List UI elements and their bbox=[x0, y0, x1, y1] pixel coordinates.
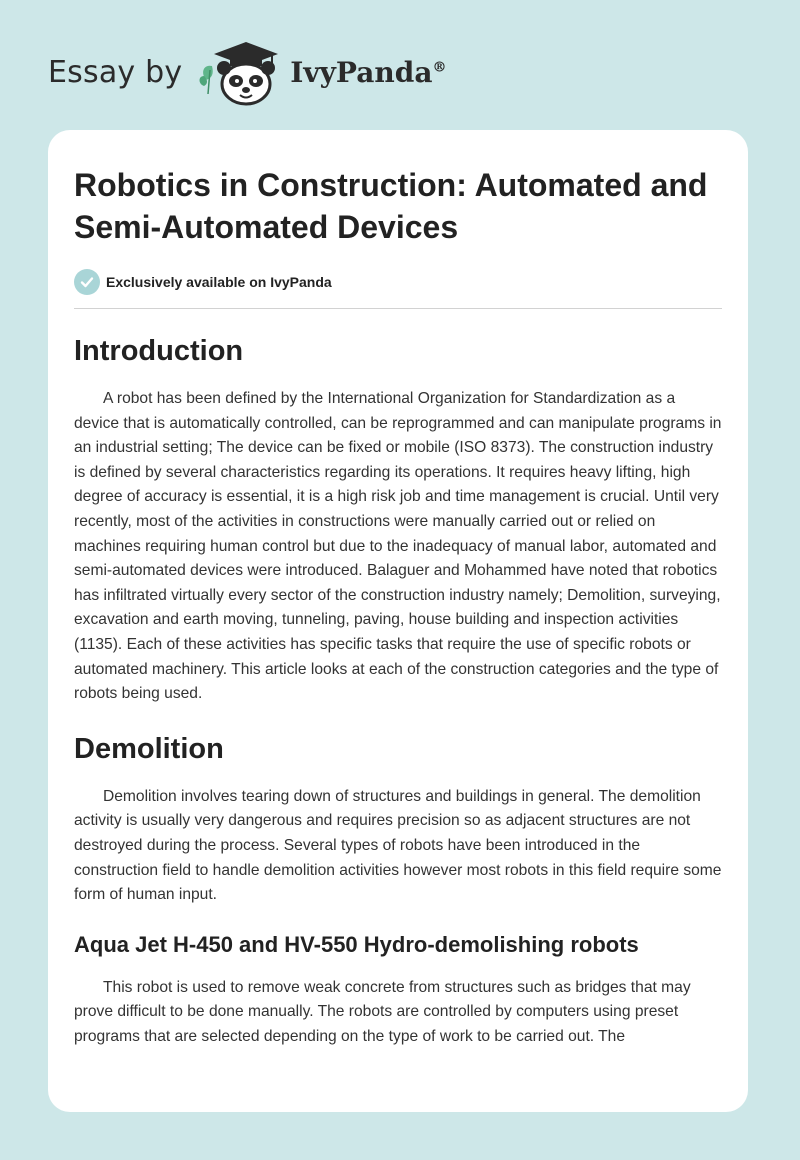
site-header bbox=[48, 36, 548, 108]
section-paragraph-demolition: Demolition involves tearing down of structures and buildings in general. The demolition activity is usually very dangerous and requires precision so as adjacent structures are not destroyed during the process. Several types of robots have been introduced in the construction field to handle demolition activities however most robots in this field require some form of human input. bbox=[74, 787, 722, 904]
essay-title: Robotics in Construction: Automated and Semi-Automated Devices bbox=[74, 167, 708, 245]
ivypanda-logo-icon[interactable] bbox=[194, 36, 286, 108]
subsection-heading-aqua-jet: Aqua Jet H-450 and HV-550 Hydro-demolishing robots bbox=[74, 931, 639, 957]
essay-card bbox=[48, 130, 748, 1112]
exclusive-label: Exclusively available on IvyPanda bbox=[106, 274, 332, 290]
essay-by-label: Essay by bbox=[48, 54, 183, 90]
brand-name[interactable] bbox=[290, 56, 446, 89]
subsection-paragraph-aqua-jet: This robot is used to remove weak concrete from structures such as bridges that may prove difficult to be done manually. The robots are controlled by computers using preset programs that are selected depending on the type of work to be carried out. The bbox=[74, 978, 691, 1045]
section-heading-introduction: Introduction bbox=[74, 335, 244, 367]
section-paragraph-introduction: A robot has been defined by the International Organization for Standardization as a device that is automatically controlled, can be reprogrammed and can manipulate programs in an industrial setting; The device can be fixed or mobile (ISO 8373). The construction industry is defined by several characteristics regarding its operations. It requires heavy lifting, high degree of accuracy is essential, it is a high risk job and time management is crucial. Until very recently, most of the activities in constructions were manually carried out or relied on machines requiring human control but due to the inadequacy of manual labor, automated and semi-automated devices were introduced. Balaguer and Mohammed have noted that robotics has infiltrated virtually every sector of the construction industry namely; Demolition, surveying, excavation and earth moving, tunneling, paving, house building and inspection activities (1135). Each of these activities has specific tasks that require the use of specific robots or automated machinery. This article looks at each of the construction categories and the type of robots being used. bbox=[74, 390, 722, 703]
exclusive-badge bbox=[74, 268, 722, 296]
registered-mark: ® bbox=[432, 59, 447, 76]
brand-text: IvyPanda bbox=[290, 55, 433, 89]
section-heading-demolition: Demolition bbox=[74, 732, 224, 765]
check-icon bbox=[74, 269, 100, 295]
title-divider bbox=[74, 308, 722, 309]
